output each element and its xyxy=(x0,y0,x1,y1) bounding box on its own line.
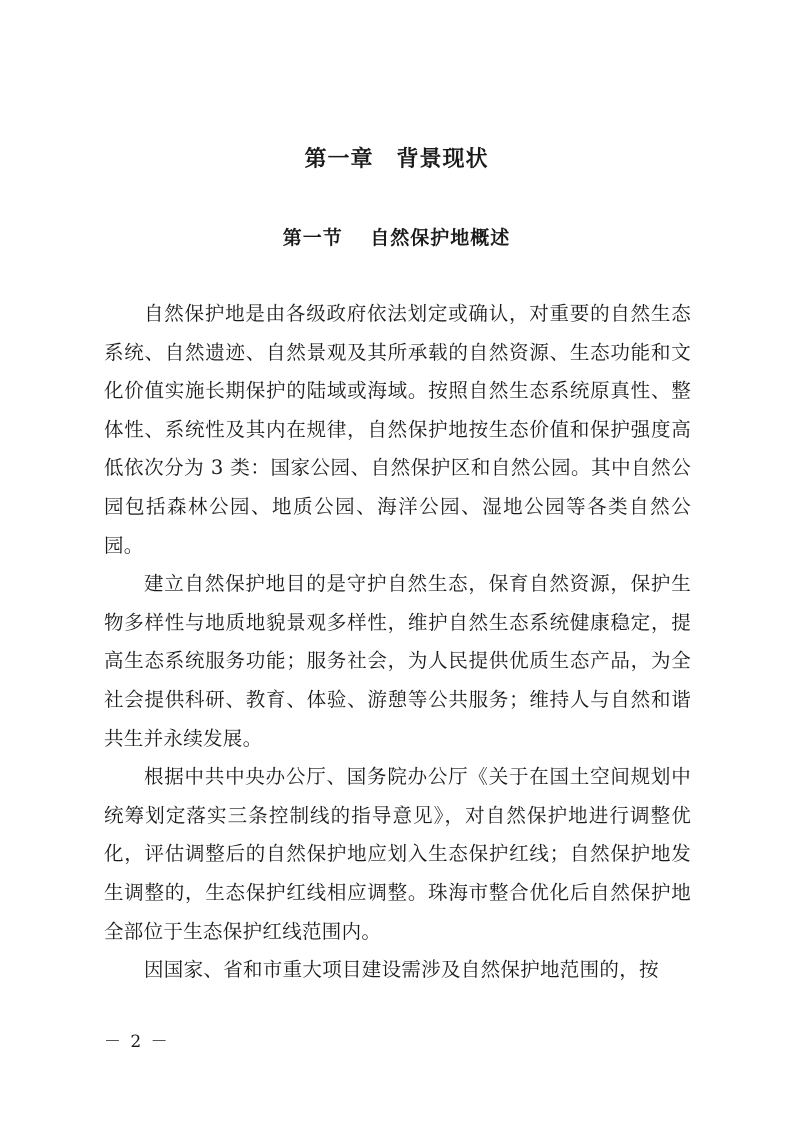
paragraph-3: 根据中共中央办公厅、国务院办公厅《关于在国土空间规划中统筹划定落实三条控制线的指导意见》，对自然保护地进行调整优化，评估调整后的自然保护地应划入生态保护红线；自然保护地发生调整的，生态保护红线相应调整。珠海市整合优化后自然保护地全部位于生态保护红线范围内。 xyxy=(104,765,691,943)
paragraph-4: 因国家、省和市重大项目建设需涉及自然保护地范围的，按 xyxy=(144,958,659,982)
page-number: － 2 － xyxy=(104,1032,170,1052)
paragraph-1: 自然保护地是由各级政府依法划定或确认，对重要的自然生态系统、自然遗迹、自然景观及其所承载的自然资源、生态功能和文化价值实施长期保护的陆域或海域。按照自然生态系统原真性、整体性、系统性及其内在规律，自然保护地按生态价值和保护强度高低依次分为 3 类：国家公园、自然保护区和自然公园。其中自然公园包括森林公园、地质公园、海洋公园、湿地公园等各类自然公园。 xyxy=(104,302,691,557)
chapter-title: 第一章 背景现状 xyxy=(304,146,489,172)
section-title: 第一节 自然保护地概述 xyxy=(282,227,511,249)
body-text xyxy=(104,295,691,990)
paragraph-2: 建立自然保护地目的是守护自然生态，保育自然资源，保护生物多样性与地质地貌景观多样性，维护自然生态系统健康稳定，提高生态系统服务功能；服务社会，为人民提供优质生态产品，为全社会提供科研、教育、体验、游憩等公共服务；维持人与自然和谐共生并永续发展。 xyxy=(104,572,691,750)
